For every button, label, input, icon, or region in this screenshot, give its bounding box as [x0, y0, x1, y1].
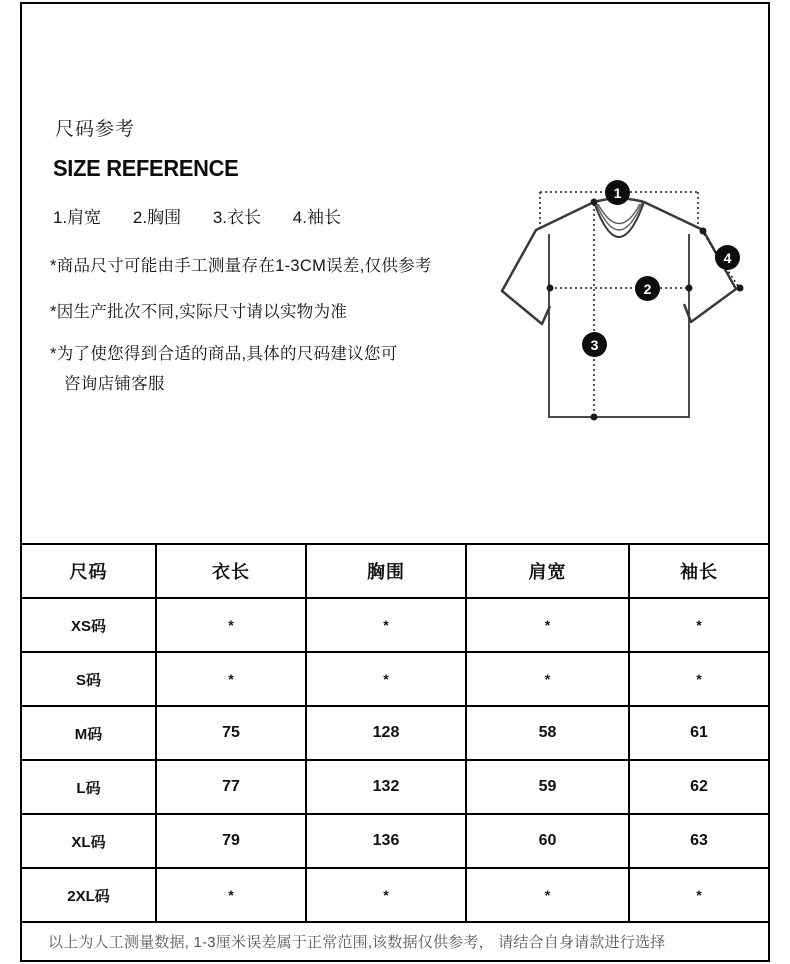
measure-badge-shoulder: 1	[605, 180, 630, 205]
legend-item-shoulder: 1.肩宽	[53, 208, 102, 227]
measurement-value-cell: 58	[467, 707, 630, 759]
size-table-row	[22, 867, 768, 921]
measurement-value-cell: 61	[690, 724, 708, 741]
header-cell-shoulder: 肩宽	[467, 545, 630, 597]
size-label-cell: XL码	[22, 815, 157, 867]
measurement-value-cell: *	[467, 599, 630, 651]
header-cell-size: 尺码	[22, 545, 157, 597]
legend-item-length: 3.衣长	[212, 208, 262, 227]
size-table-row	[22, 813, 768, 867]
size-table-row	[22, 705, 768, 759]
size-label-cell: S码	[22, 653, 157, 705]
measurement-value-cell: 59	[467, 761, 630, 813]
measurement-value-cell: *	[157, 653, 307, 705]
header-cell-chest: 胸围	[307, 545, 467, 597]
size-table-footnote: 以上为人工测量数据, 1-3厘米误差属于正常范围,该数据仅供参考， 请结合自身请款进行选择	[22, 921, 768, 960]
measurement-value-cell: *	[307, 653, 467, 705]
legend-item-sleeve: 4.袖长	[292, 208, 341, 227]
tshirt-diagram-drawing	[480, 160, 790, 450]
measurement-value-cell: *	[696, 887, 702, 903]
measurement-value-cell: 60	[467, 815, 630, 867]
size-table-row	[22, 597, 768, 651]
measure-badge-length: 3	[582, 332, 607, 357]
measurement-value-cell: 128	[307, 707, 467, 759]
size-table-row	[22, 759, 768, 813]
measurement-value-cell: *	[696, 617, 702, 633]
measurement-value-cell: *	[157, 869, 307, 921]
note-batch-difference: *因生产批次不同,实际尺寸请以实物为准	[50, 303, 348, 321]
page-title-zh: 尺码参考	[55, 119, 136, 140]
measurement-value-cell: *	[307, 869, 467, 921]
measurement-value-cell: 136	[307, 815, 467, 867]
size-table	[22, 543, 768, 960]
measurement-legend	[53, 203, 341, 228]
measurement-value-cell: *	[307, 599, 467, 651]
legend-item-chest: 2.胸围	[132, 208, 182, 227]
measurement-value-cell: 132	[307, 761, 467, 813]
size-table-header-row	[22, 543, 768, 597]
size-label-cell: M码	[22, 707, 157, 759]
measurement-value-cell: *	[467, 869, 630, 921]
tshirt-measurement-diagram	[480, 160, 790, 450]
size-label-cell: L码	[22, 761, 157, 813]
page-title-en: SIZE REFERENCE	[53, 155, 239, 181]
measurement-value-cell: *	[467, 653, 630, 705]
size-label-cell: XS码	[22, 599, 157, 651]
measure-badge-chest: 2	[635, 276, 660, 301]
note-size-advice-line1: *为了使您得到合适的商品,具体的尺码建议您可	[50, 345, 398, 363]
measurement-value-cell: 75	[157, 707, 307, 759]
measurement-value-cell: *	[157, 599, 307, 651]
note-measurement-error: *商品尺寸可能由手工测量存在1-3CM误差,仅供参考	[50, 257, 432, 275]
header-cell-sleeve: 袖长	[680, 562, 718, 582]
size-table-row	[22, 651, 768, 705]
size-table-body	[22, 597, 768, 921]
measurement-value-cell: 77	[157, 761, 307, 813]
measurement-value-cell: 62	[690, 778, 708, 795]
measurement-value-cell: 79	[157, 815, 307, 867]
note-size-advice-line2: 咨询店铺客服	[64, 375, 165, 393]
header-cell-length: 衣长	[157, 545, 307, 597]
measurement-value-cell: *	[696, 671, 702, 687]
measurement-value-cell: 63	[690, 832, 708, 849]
size-label-cell: 2XL码	[22, 869, 157, 921]
measure-badge-sleeve: 4	[715, 245, 740, 270]
